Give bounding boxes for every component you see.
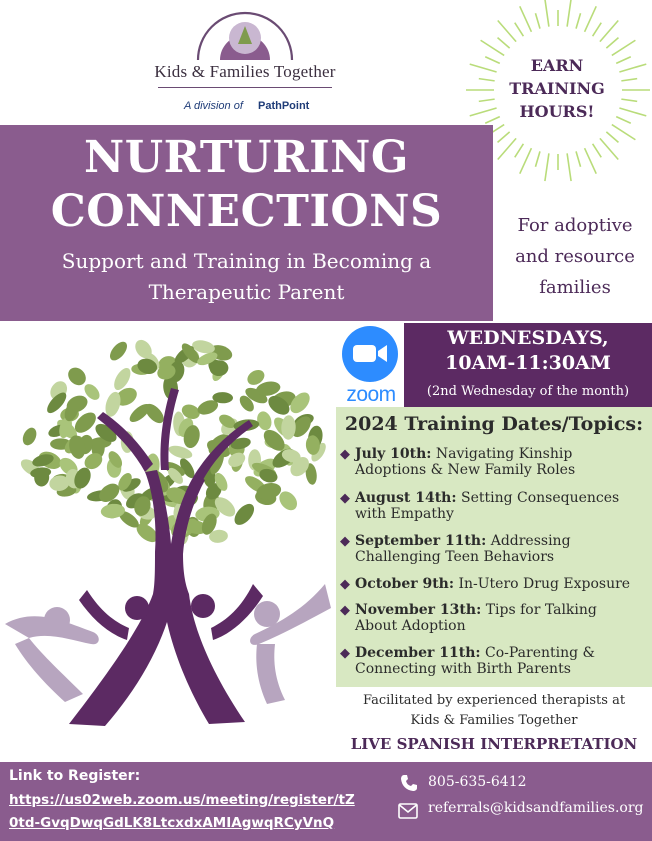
topic-title-line-2: Connecting with Birth Parents	[355, 661, 571, 677]
topics-heading: 2024 Training Dates/Topics:	[344, 413, 644, 435]
topic-date: August 14th:	[355, 490, 457, 506]
topic-title-line-1: In-Utero Drug Exposure	[458, 576, 631, 592]
topic-title-line-1: Navigating Kinship	[435, 446, 573, 462]
diamond-bullet-icon: ◆	[340, 577, 350, 592]
organization-name: Kids & Families Together	[154, 62, 336, 81]
earn-training-hours-badge: EARN TRAINING HOURS!	[509, 56, 605, 121]
register-link-continued[interactable]: 0td-GvqDwqGdLK8LtcxdxAMIAgwqRCyVnQ	[9, 815, 335, 831]
topic-date: July 10th:	[355, 446, 432, 462]
logo-divider	[158, 87, 332, 88]
topic-title-line-2: Adoptions & New Family Roles	[355, 462, 576, 478]
phone-number[interactable]: 805-635-6412	[428, 774, 527, 790]
topic-date: December 11th:	[355, 645, 481, 661]
topic-item	[340, 446, 650, 478]
title-line-2: CONNECTIONS	[50, 186, 443, 237]
facilitated-line-2: Kids & Families Together	[410, 713, 578, 728]
schedule-day: WEDNESDAYS,	[447, 327, 609, 349]
topic-title-line-2: with Empathy	[355, 506, 454, 522]
logo-arch-graphic	[190, 0, 300, 62]
left-figure	[5, 607, 99, 702]
spanish-interpretation-note: LIVE SPANISH INTERPRETATION	[350, 735, 638, 753]
topic-title-line-1: Co-Parenting &	[485, 645, 595, 661]
division-name: PathPoint	[258, 100, 310, 112]
topic-title-line-2: Challenging Teen Behaviors	[355, 549, 555, 565]
topic-item	[340, 490, 650, 522]
schedule-time: 10AM-11:30AM	[445, 352, 611, 374]
right-figure	[250, 584, 331, 704]
register-label: Link to Register:	[9, 768, 141, 784]
diamond-bullet-icon: ◆	[340, 646, 350, 661]
diamond-bullet-icon: ◆	[340, 447, 350, 462]
register-link[interactable]: https://us02web.zoom.us/meeting/register/tZ	[9, 792, 355, 808]
facilitated-line-1: Facilitated by experienced therapists at	[362, 693, 626, 708]
mail-icon	[398, 803, 418, 819]
topic-title-line-1: Addressing	[490, 533, 571, 549]
topic-item	[340, 602, 650, 634]
logo-seal-text: ADOPTION	[231, 18, 259, 23]
tree-illustration	[5, 322, 343, 762]
topic-date: September 11th:	[355, 533, 487, 549]
subtitle-line-1: Support and Training in Becoming a	[61, 249, 432, 273]
organization-logo	[150, 0, 340, 125]
topic-date: October 9th:	[355, 576, 455, 592]
zoom-wordmark: zoom	[346, 383, 396, 406]
topic-date: November 13th:	[355, 602, 482, 618]
phone-icon	[400, 774, 418, 792]
topic-item	[340, 645, 650, 677]
diamond-bullet-icon: ◆	[340, 534, 350, 549]
topic-title-line-1: Tips for Talking	[485, 602, 597, 618]
audience-text: For adoptive and resource families	[515, 215, 635, 298]
topic-item	[340, 576, 650, 592]
topic-title-line-1: Setting Consequences	[460, 490, 620, 506]
diamond-bullet-icon: ◆	[340, 491, 350, 506]
diamond-bullet-icon: ◆	[340, 603, 350, 618]
topic-item	[340, 533, 650, 565]
schedule-note: (2nd Wednesday of the month)	[426, 384, 630, 399]
subtitle-line-2: Therapeutic Parent	[148, 280, 345, 304]
email-address[interactable]: referrals@kidsandfamilies.org	[428, 800, 644, 816]
topic-title-line-2: About Adoption	[355, 618, 466, 634]
division-prefix: A division of	[184, 100, 243, 112]
tree-leaves	[18, 337, 329, 546]
title-line-1: NURTURING	[84, 132, 409, 183]
